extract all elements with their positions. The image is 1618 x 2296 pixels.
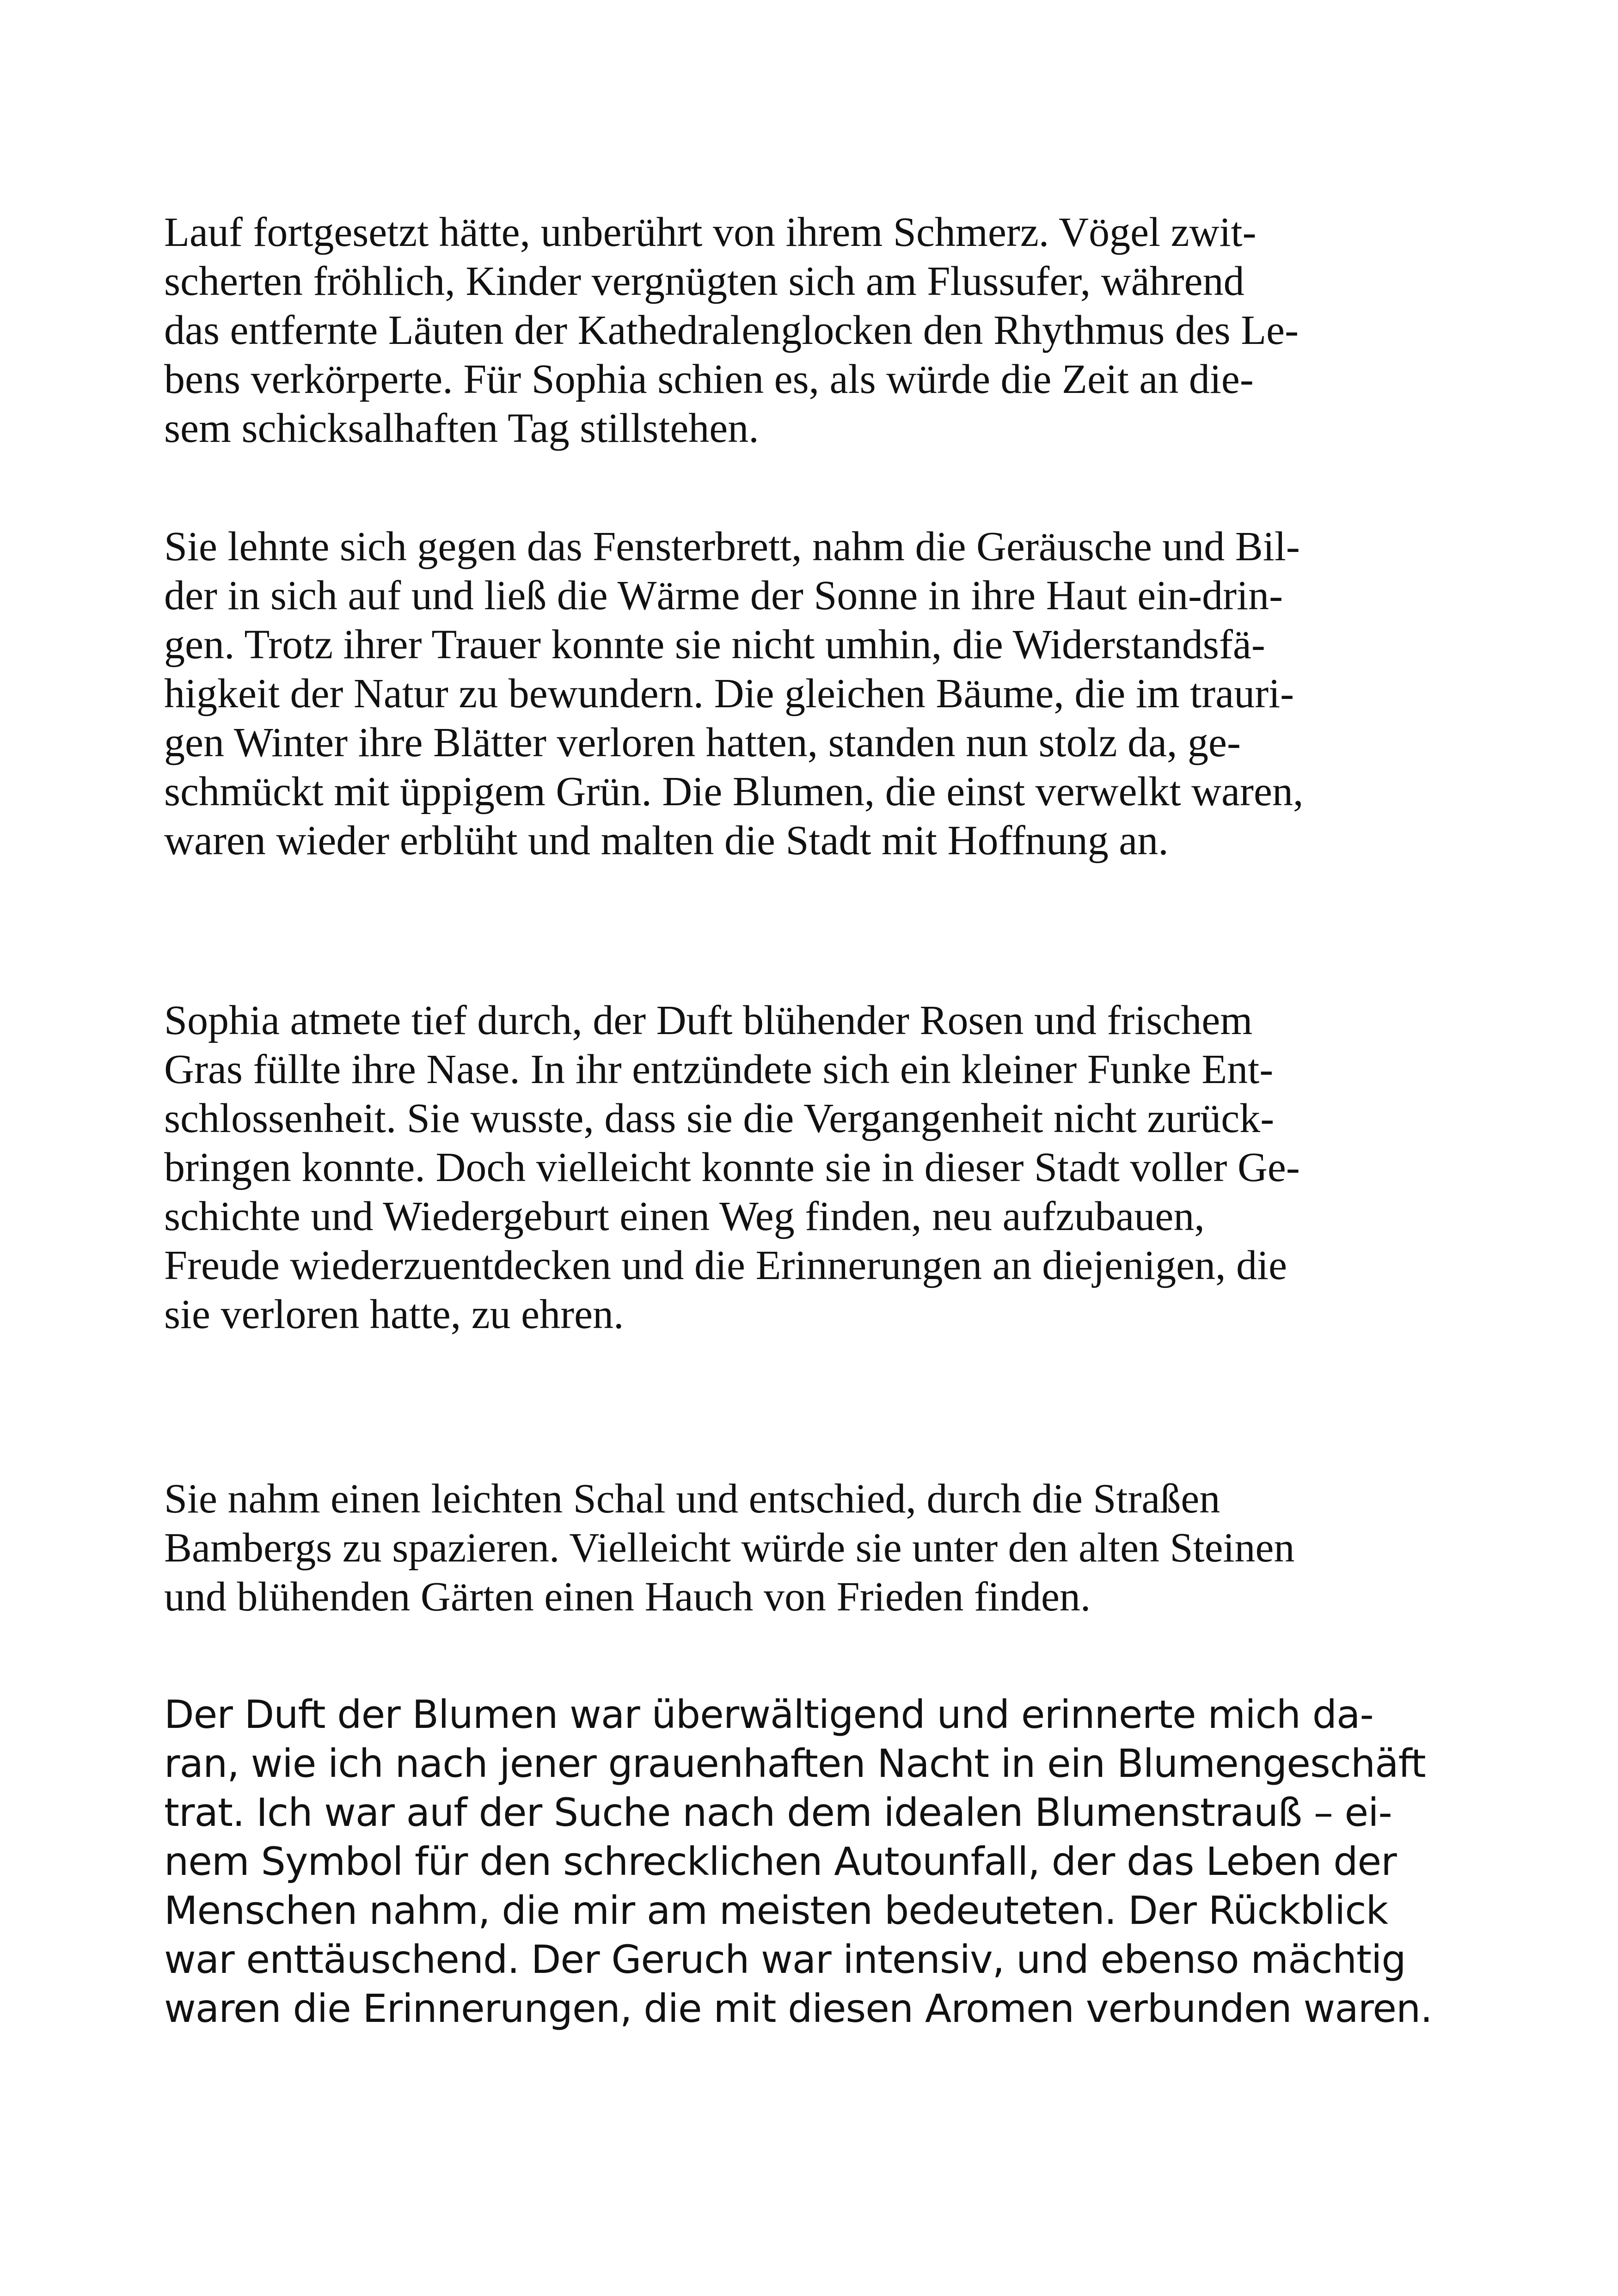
text-line: schmückt mit üppigem Grün. Die Blumen, die einst verwelkt waren,	[164, 769, 1304, 814]
text-line: Der Duft der Blumen war überwältigend und erinnerte mich da-	[164, 1692, 1373, 1737]
text-line: das entfernte Läuten der Kathedralenglocken den Rhythmus des Le-	[164, 307, 1299, 353]
text-line: gen. Trotz ihrer Trauer konnte sie nicht umhin, die Widerstandsfä-	[164, 622, 1265, 667]
text-line: gen Winter ihre Blätter verloren hatten, standen nun stolz da, ge-	[164, 720, 1241, 765]
text-line: trat. Ich war auf der Suche nach dem idealen Blumenstrauß – ei-	[164, 1790, 1392, 1835]
text-line: und blühenden Gärten einen Hauch von Frieden finden.	[164, 1574, 1091, 1620]
text-line: Lauf fortgesetzt hätte, unberührt von ihrem Schmerz. Vögel zwit-	[164, 209, 1256, 255]
text-line: waren wieder erblüht und malten die Stadt mit Hoffnung an.	[164, 818, 1169, 863]
paragraph-5	[164, 1690, 1459, 2033]
paragraph-3	[164, 996, 1459, 1339]
text-line: waren die Erinnerungen, die mit diesen Aromen verbunden waren.	[164, 1986, 1432, 2031]
text-line: sie verloren hatte, zu ehren.	[164, 1292, 624, 1337]
text-line: ran, wie ich nach jener grauenhaften Nacht in ein Blumengeschäft	[164, 1741, 1426, 1786]
text-line: scherten fröhlich, Kinder vergnügten sich am Flussufer, während	[164, 258, 1244, 304]
text-line: sem schicksalhaften Tag stillstehen.	[164, 405, 759, 451]
text-line: Freude wiederzuentdecken und die Erinnerungen an diejenigen, die	[164, 1243, 1287, 1288]
text-line: Menschen nahm, die mir am meisten bedeuteten. Der Rückblick	[164, 1888, 1388, 1933]
text-line: Sophia atmete tief durch, der Duft blühender Rosen und frischem	[164, 998, 1253, 1043]
text-line: Gras füllte ihre Nase. In ihr entzündete sich ein kleiner Funke Ent-	[164, 1047, 1274, 1092]
text-line: bringen konnte. Doch vielleicht konnte sie in dieser Stadt voller Ge-	[164, 1145, 1300, 1190]
paragraph-1	[164, 208, 1459, 453]
text-line: Sie nahm einen leichten Schal und entschied, durch die Straßen	[164, 1476, 1220, 1522]
text-line: nem Symbol für den schrecklichen Autounfall, der das Leben der	[164, 1839, 1397, 1884]
text-line: schichte und Wiedergeburt einen Weg finden, neu aufzubauen,	[164, 1194, 1205, 1239]
paragraph-2	[164, 522, 1459, 865]
text-line: higkeit der Natur zu bewundern. Die gleichen Bäume, die im trauri-	[164, 671, 1294, 716]
text-line: Bambergs zu spazieren. Vielleicht würde sie unter den alten Steinen	[164, 1525, 1295, 1571]
text-line: Sie lehnte sich gegen das Fensterbrett, nahm die Geräusche und Bil-	[164, 524, 1300, 569]
text-line: der in sich auf und ließ die Wärme der Sonne in ihre Haut ein-drin-	[164, 573, 1283, 618]
text-line: bens verkörperte. Für Sophia schien es, als würde die Zeit an die-	[164, 356, 1254, 402]
text-line: schlossenheit. Sie wusste, dass sie die Vergangenheit nicht zurück-	[164, 1096, 1275, 1141]
paragraph-4	[164, 1475, 1459, 1622]
text-line: war enttäuschend. Der Geruch war intensiv, und ebenso mächtig	[164, 1937, 1406, 1982]
